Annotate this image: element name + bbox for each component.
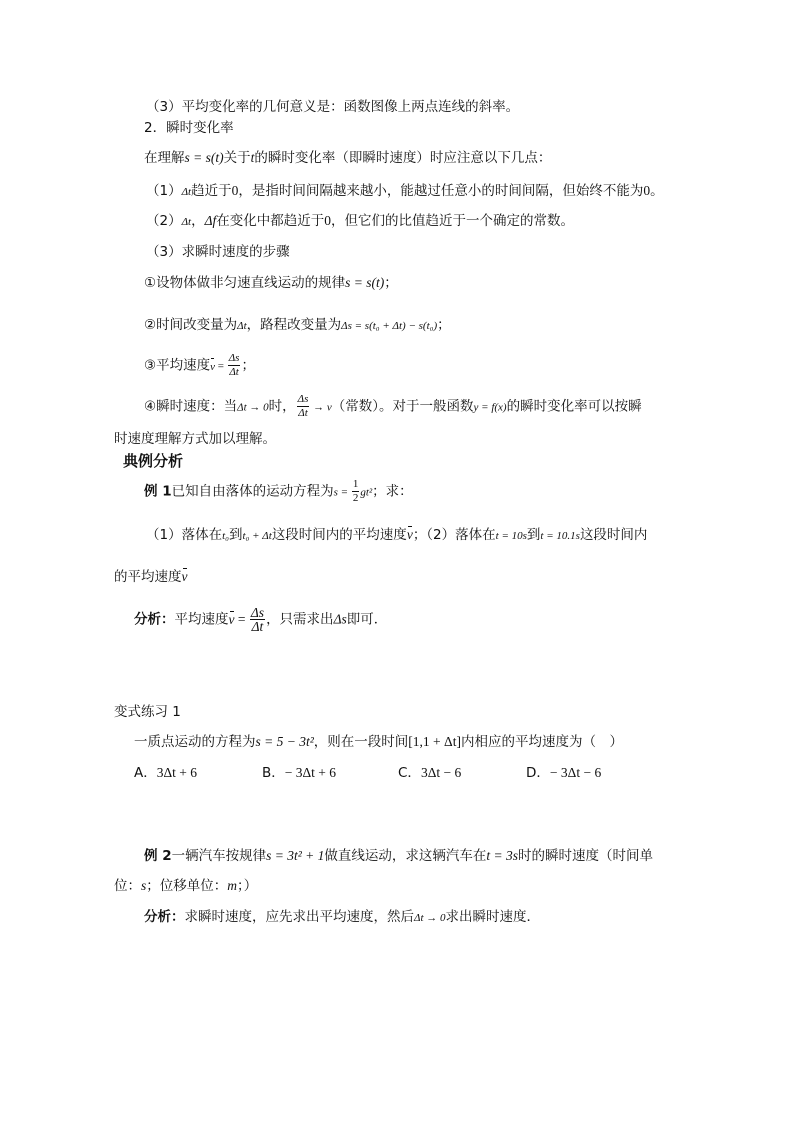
paragraph-avg-rate-geometry: （3）平均变化率的几何意义是：函数图像上两点连线的斜率。 [146,99,520,115]
fraction-ds-dt-analysis: $\frac{\Delta s}{\Delta t}$ [250,605,265,634]
example-2-statement: 例 2一辆汽车按规律s = 3t² + 1做直线运动，求这辆汽车在t = 3s时的瞬时速度（时间单 [144,848,653,864]
exercise-1-choices [134,763,601,783]
example-1-questions: （1）落体在t₀到t₀ + Δt这段时间内的平均速度v；（2）落体在t = 10s到t = 10.1s这段时间内 [146,527,648,543]
section-heading-examples: 典例分析 [123,452,184,470]
section-heading-instant-rate: 2．瞬时变化率 [144,120,234,136]
fraction-ds-dt: $\frac{\Delta s}{\Delta t}$ [228,352,240,378]
fraction-ds-dt-limit: $\frac{\Delta s}{\Delta t}$ [297,393,309,419]
fraction-one-half: $\frac{1}{2}$ [352,478,359,504]
step-4-continued: 时速度理解方式加以理解。 [114,431,276,447]
exercise-1-statement: 一质点运动的方程为s = 5 − 3t²，则在一段时间[1,1 + Δt]内相应的平均速度为（ ） [134,734,623,750]
choice-b[interactable]: B．− 3Δt + 6 [262,765,337,781]
example-2-statement-continued: 位：s；位移单位：m；） [114,878,258,894]
step-3: ③平均速度v = $\frac{\Delta s}{\Delta t}$ ； [144,352,255,378]
example-1-analysis: 分析：平均速度v = $\frac{\Delta s}{\Delta t}$ ，只需求出Δs即可． [134,605,388,634]
paragraph-point-1: （1）Δt趋近于0，是指时间间隔越来越小，能越过任意小的时间间隔，但始终不能为0。 [146,183,664,199]
step-1: ①设物体做非匀速直线运动的规律s = s(t)； [144,275,398,291]
paragraph-point-3: （3）求瞬时速度的步骤 [146,244,290,260]
example-2-analysis: 分析：求瞬时速度，应先求出平均速度，然后Δt → 0求出瞬时速度． [144,909,541,925]
paragraph-understanding: 在理解s = s(t)关于t的瞬时变化率（即瞬时速度）时应注意以下几点： [144,150,552,166]
choice-d[interactable]: D．− 3Δt − 6 [526,765,602,781]
choice-a[interactable]: A．3Δt + 6 [134,765,198,781]
paragraph-point-2: （2）Δt，Δf在变化中都趋近于0，但它们的比值趋近于一个确定的常数。 [146,213,575,229]
example-1-statement: 例 1已知自由落体的运动方程为s = $\frac{1}{2}$ gt²；求： [144,478,413,504]
exercise-heading: 变式练习 1 [114,704,181,720]
step-4: ④瞬时速度：当Δt → 0时， $\frac{\Delta s}{\Delta t}$ → v（常数）。对于一般函数y = f(x)的瞬时变化率可以按瞬 [144,393,642,419]
choice-c[interactable]: C．3Δt − 6 [398,765,462,781]
example-1-questions-continued: 的平均速度v [114,569,188,585]
step-2: ②时间改变量为Δt，路程改变量为Δs = s(t₀ + Δt) − s(t₀)； [144,317,451,333]
